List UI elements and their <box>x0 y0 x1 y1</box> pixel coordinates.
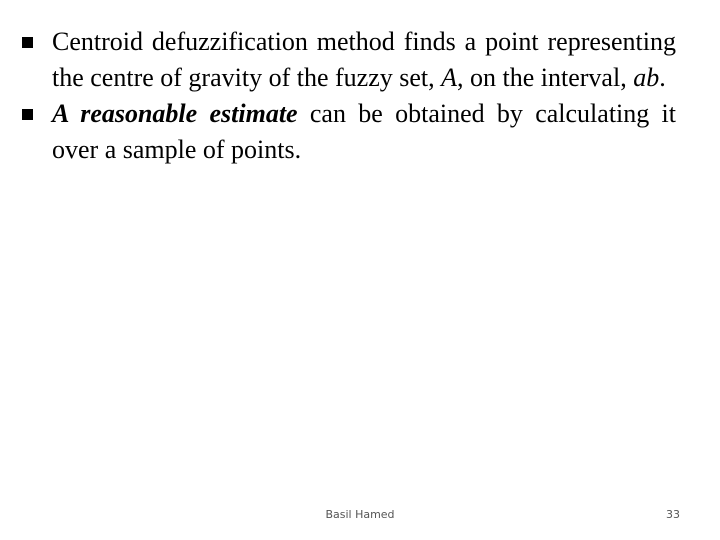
square-bullet-icon <box>22 109 33 120</box>
bullet-text: , on the interval, <box>457 63 634 92</box>
bullet-text: . <box>659 63 666 92</box>
interval-name-ab: ab <box>633 63 660 92</box>
bullet-list <box>18 24 676 168</box>
square-bullet-icon <box>22 37 33 48</box>
bullet-text: can be obtained by calculating it over a sample of points. <box>52 99 677 164</box>
bullet-text: Centroid defuzzification method finds a point representing the centre of gravity of the fuzzy set, <box>52 27 676 92</box>
page-number: 33 <box>666 508 680 521</box>
footer-author: Basil Hamed <box>325 508 395 521</box>
emphasis-text: A reasonable estimate <box>52 99 298 128</box>
bullet-item-centroid <box>18 24 676 96</box>
set-name-a: A <box>441 63 458 92</box>
bullet-item-estimate <box>18 96 676 168</box>
